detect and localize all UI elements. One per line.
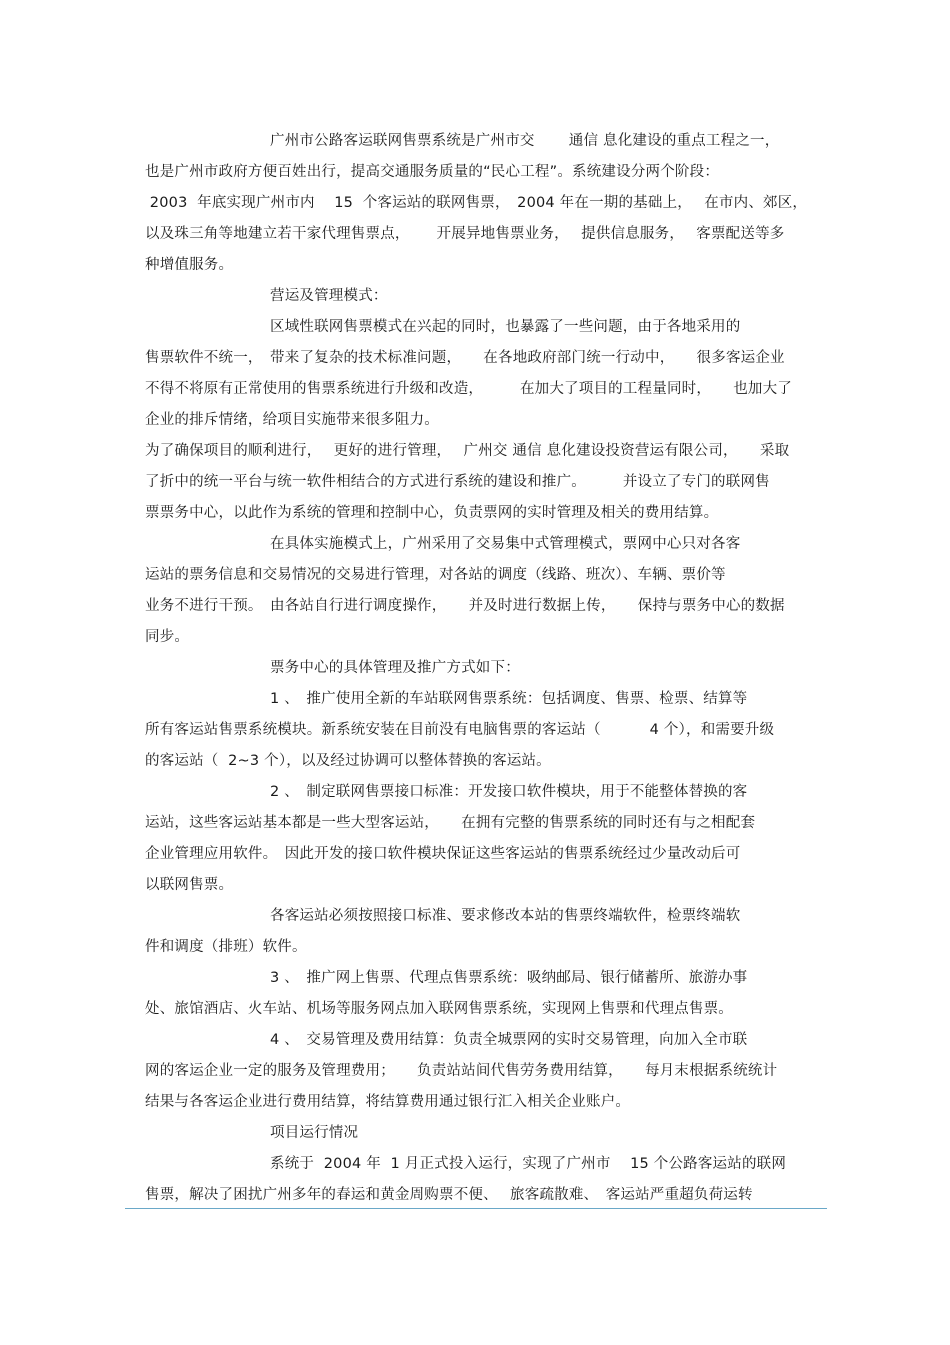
- paragraph-line: 售票，解决了困扰广州多年的春运和黄金周购票不便、 旅客疏散难、 客运站严重超负荷运转: [145, 1187, 753, 1203]
- footer-divider: [125, 1208, 827, 1209]
- paragraph-line: 了折中的统一平台与统一软件相结合的方式进行系统的建设和推广。 并设立了专门的联网售: [145, 474, 770, 490]
- paragraph-line: 件和调度（排班）软件。: [145, 939, 307, 955]
- section-heading: 营运及管理模式：: [270, 288, 388, 304]
- paragraph-line: 的客运站（ 2~3 个），以及经过协调可以整体替换的客运站。: [145, 753, 551, 769]
- list-item-2: 2 、 制定联网售票接口标准：开发接口软件模块，用于不能整体替换的客: [270, 784, 748, 800]
- paragraph-line: 结果与各客运企业进行费用结算，将结算费用通过银行汇入相关企业账户。: [145, 1094, 631, 1110]
- paragraph-line: 以及珠三角等地建立若干家代理售票点， 开展异地售票业务， 提供信息服务， 客票配送等多: [145, 226, 785, 242]
- list-item-3: 3 、 推广网上售票、代理点售票系统：吸纳邮局、银行储蓄所、旅游办事: [270, 970, 748, 986]
- paragraph-line: 广州市公路客运联网售票系统是广州市交 通信 息化建设的重点工程之一，: [270, 133, 780, 149]
- paragraph-line: 以联网售票。: [145, 877, 234, 893]
- paragraph-line: 2003 年底实现广州市内 15 个客运站的联网售票， 2004 年在一期的基础上， 在市内、郊区，: [145, 195, 808, 211]
- paragraph-line: 系统于 2004 年 1 月正式投入运行，实现了广州市 15 个公路客运站的联网: [270, 1156, 787, 1172]
- paragraph-line: 业务不进行干预。 由各站自行进行调度操作， 并及时进行数据上传， 保持与票务中心的数据: [145, 598, 785, 614]
- paragraph-line: 不得不将原有正常使用的售票系统进行升级和改造， 在加大了项目的工程量同时， 也加大了: [145, 381, 792, 397]
- list-item-4: 4 、 交易管理及费用结算：负责全城票网的实时交易管理，向加入全市联: [270, 1032, 748, 1048]
- paragraph-line: 企业的排斥情绪，给项目实施带来很多阻力。: [145, 412, 439, 428]
- paragraph-line: 处、旅馆酒店、火车站、机场等服务网点加入联网售票系统，实现网上售票和代理点售票。: [145, 1001, 733, 1017]
- paragraph-line: 也是广州市政府方便百姓出行，提高交通服务质量的“民心工程”。系统建设分两个阶段：: [145, 164, 720, 180]
- paragraph-line: 运站的票务信息和交易情况的交易进行管理，对各站的调度（线路、班次）、车辆、票价等: [145, 567, 726, 583]
- paragraph-line: 售票软件不统一， 带来了复杂的技术标准问题， 在各地政府部门统一行动中， 很多客运企业: [145, 350, 785, 366]
- paragraph-line: 企业管理应用软件。 因此开发的接口软件模块保证这些客运站的售票系统经过少量改动后可: [145, 846, 741, 862]
- paragraph-line: 在具体实施模式上，广州采用了交易集中式管理模式，票网中心只对各客: [270, 536, 741, 552]
- paragraph-line: 网的客运企业一定的服务及管理费用； 负责站站间代售劳务费用结算， 每月末根据系统统计: [145, 1063, 778, 1079]
- paragraph-line: 种增值服务。: [145, 257, 234, 273]
- section-heading: 项目运行情况: [270, 1125, 359, 1141]
- paragraph-line: 为了确保项目的顺利进行， 更好的进行管理， 广州交 通信 息化建设投资营运有限公司， 采取: [145, 443, 790, 459]
- paragraph-line: 各客运站必须按照接口标准、要求修改本站的售票终端软件，检票终端软: [270, 908, 741, 924]
- paragraph-line: 所有客运站售票系统模块。新系统安装在目前没有电脑售票的客运站（ 4 个），和需要升级: [145, 722, 775, 738]
- list-item-1: 1 、 推广使用全新的车站联网售票系统：包括调度、售票、检票、结算等: [270, 691, 748, 707]
- paragraph-line: 票票务中心，以此作为系统的管理和控制中心，负责票网的实时管理及相关的费用结算。: [145, 505, 719, 521]
- paragraph-line: 票务中心的具体管理及推广方式如下：: [270, 660, 520, 676]
- paragraph-line: 运站，这些客运站基本都是一些大型客运站， 在拥有完整的售票系统的同时还有与之相配套: [145, 815, 756, 831]
- paragraph-line: 区域性联网售票模式在兴起的同时，也暴露了一些问题，由于各地采用的: [270, 319, 741, 335]
- paragraph-line: 同步。: [145, 629, 190, 645]
